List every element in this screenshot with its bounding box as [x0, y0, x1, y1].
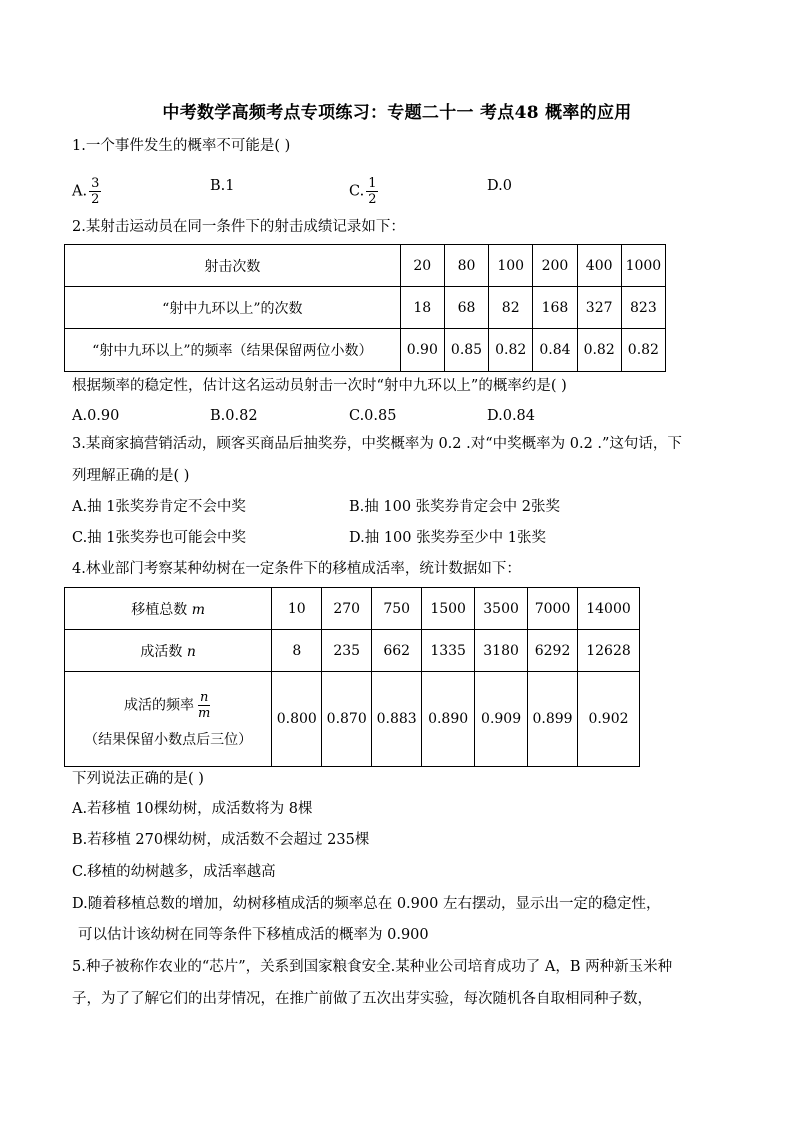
q4-cell: 0.899 — [528, 672, 578, 767]
q4-option-b: B.若移植 270棵幼树，成活数不会超过 235棵 — [72, 832, 370, 848]
q2-cell: 327 — [577, 287, 621, 329]
q2-cell: 0.82 — [621, 329, 665, 372]
q1-option-c-numerator: 1 — [368, 176, 377, 191]
q1-option-a-prefix: A. — [72, 183, 88, 200]
q1-stem: 1.一个事件发生的概率不可能是( ) — [72, 138, 291, 154]
q2-table — [64, 244, 666, 372]
q4-cell: 662 — [372, 630, 422, 672]
q2-cell: 0.82 — [577, 329, 621, 372]
q4-cell: 0.902 — [578, 672, 640, 767]
q2-cell: 168 — [533, 287, 577, 329]
q1-option-a-denominator: 2 — [91, 192, 100, 207]
q4-cell: 10 — [272, 588, 322, 630]
q2-cell: 82 — [489, 287, 533, 329]
q4-cell: 1500 — [422, 588, 475, 630]
q2-cell: 20 — [400, 245, 444, 287]
q1-option-b: B.1 — [210, 178, 235, 194]
q4-cell: 14000 — [578, 588, 640, 630]
q2-cell: “射中九环以上”的频率（结果保留两位小数） — [65, 329, 401, 372]
q2-stem: 2.某射击运动员在同一条件下的射击成绩记录如下： — [72, 219, 405, 235]
q3-stem-line2: 列理解正确的是( ) — [72, 468, 190, 484]
q3-stem-line1: 3.某商家搞营销活动，顾客买商品后抽奖券，中奖概率为 0.2 .对“中奖概率为 0.2 .”这句话，下 — [72, 436, 682, 452]
q2-option-b: B.0.82 — [210, 408, 258, 424]
q2-cell: 80 — [444, 245, 488, 287]
q4-cell: 3180 — [475, 630, 528, 672]
q3-option-b: B.抽 100 张奖券肯定会中 2张奖 — [349, 499, 560, 515]
q4-row-label — [65, 588, 272, 630]
q1-option-a-fraction — [89, 176, 101, 207]
q2-cell: “射中九环以上”的次数 — [65, 287, 401, 329]
q3-option-a: A.抽 1张奖券肯定不会中奖 — [72, 499, 246, 515]
q2-cell: 100 — [489, 245, 533, 287]
q4-cell: 750 — [372, 588, 422, 630]
q4-cell: 270 — [322, 588, 372, 630]
q4-cell: 0.883 — [372, 672, 422, 767]
q4-cell: 3500 — [475, 588, 528, 630]
q4-row-label — [65, 630, 272, 672]
q1-option-c-prefix: C. — [349, 183, 365, 200]
q1-option-c — [349, 176, 378, 207]
q2-cell: 823 — [621, 287, 665, 329]
q4-option-a: A.若移植 10棵幼树，成活数将为 8棵 — [72, 801, 313, 817]
q2-option-a: A.0.90 — [72, 408, 120, 424]
q2-option-c: C.0.85 — [349, 408, 397, 424]
q4-cell: 235 — [322, 630, 372, 672]
q4-cell: 7000 — [528, 588, 578, 630]
q2-cell: 18 — [400, 287, 444, 329]
q2-table-row — [65, 287, 666, 329]
q2-table-row — [65, 245, 666, 287]
q4-stem: 4.林业部门考察某种幼树在一定条件下的移植成活率，统计数据如下： — [72, 561, 521, 577]
q1-option-a — [72, 176, 101, 207]
q2-cell: 0.82 — [489, 329, 533, 372]
q4-row-label — [65, 672, 272, 767]
q4-cell: 8 — [272, 630, 322, 672]
q2-option-d: D.0.84 — [487, 408, 536, 424]
q4-option-d: D.随着移植总数的增加，幼树移植成活的频率总在 0.900 左右摆动，显示出一定的稳定性， — [72, 896, 661, 912]
q4-cell: 0.909 — [475, 672, 528, 767]
q1-option-d: D.0 — [487, 178, 512, 194]
q4-frequency-fraction — [196, 690, 212, 721]
q4-cell: 1335 — [422, 630, 475, 672]
q4-label-text: 成活数 — [140, 643, 183, 660]
q2-cell: 0.90 — [400, 329, 444, 372]
q2-cell: 射击次数 — [65, 245, 401, 287]
q4-fraction-denominator: m — [197, 705, 211, 721]
q1-option-c-denominator: 2 — [368, 192, 377, 207]
q4-label-text: 成活的频率 — [123, 697, 194, 713]
q2-cell: 68 — [444, 287, 488, 329]
q4-cell: 0.870 — [322, 672, 372, 767]
q3-option-c: C.抽 1张奖券也可能会中奖 — [72, 530, 247, 546]
q4-table-row — [65, 588, 640, 630]
q2-question: 根据频率的稳定性，估计这名运动员射击一次时“射中九环以上”的概率约是( ) — [72, 378, 567, 394]
page-title: 中考数学高频考点专项练习：专题二十一 考点48 概率的应用 — [162, 103, 632, 123]
q4-cell: 0.890 — [422, 672, 475, 767]
q2-cell: 400 — [577, 245, 621, 287]
q4-option-d-continuation: 可以估计该幼树在同等条件下移植成活的概率为 0.900 — [78, 927, 429, 943]
q4-variable: m — [191, 601, 206, 618]
q2-table-row — [65, 329, 666, 372]
q2-cell: 200 — [533, 245, 577, 287]
q4-table — [64, 587, 640, 767]
q4-rounding-note: （结果保留小数点后三位） — [84, 731, 253, 748]
q4-option-c: C.移植的幼树越多，成活率越高 — [72, 864, 276, 880]
q2-cell: 0.84 — [533, 329, 577, 372]
q5-line2: 子，为了了解它们的出芽情况，在推广前做了五次出芽实验，每次随机各自取相同种子数， — [72, 991, 652, 1007]
q4-fraction-numerator: n — [199, 689, 209, 705]
q4-cell: 6292 — [528, 630, 578, 672]
q4-cell: 12628 — [578, 630, 640, 672]
q2-cell: 0.85 — [444, 329, 488, 372]
q2-cell: 1000 — [621, 245, 665, 287]
q1-option-a-numerator: 3 — [91, 176, 100, 191]
q1-option-c-fraction — [366, 176, 378, 207]
q4-variable: n — [186, 643, 196, 660]
q4-question: 下列说法正确的是( ) — [72, 771, 204, 787]
q4-table-row — [65, 630, 640, 672]
q3-option-d: D.抽 100 张奖券至少中 1张奖 — [349, 530, 546, 546]
q5-line1: 5.种子被称作农业的“芯片”，关系到国家粮食安全.某种业公司培育成功了 A，B 两种新玉米种 — [72, 959, 673, 975]
q4-table-row — [65, 672, 640, 767]
q4-frequency-label — [65, 690, 271, 721]
q4-label-text: 移植总数 — [131, 601, 188, 618]
q4-cell: 0.800 — [272, 672, 322, 767]
